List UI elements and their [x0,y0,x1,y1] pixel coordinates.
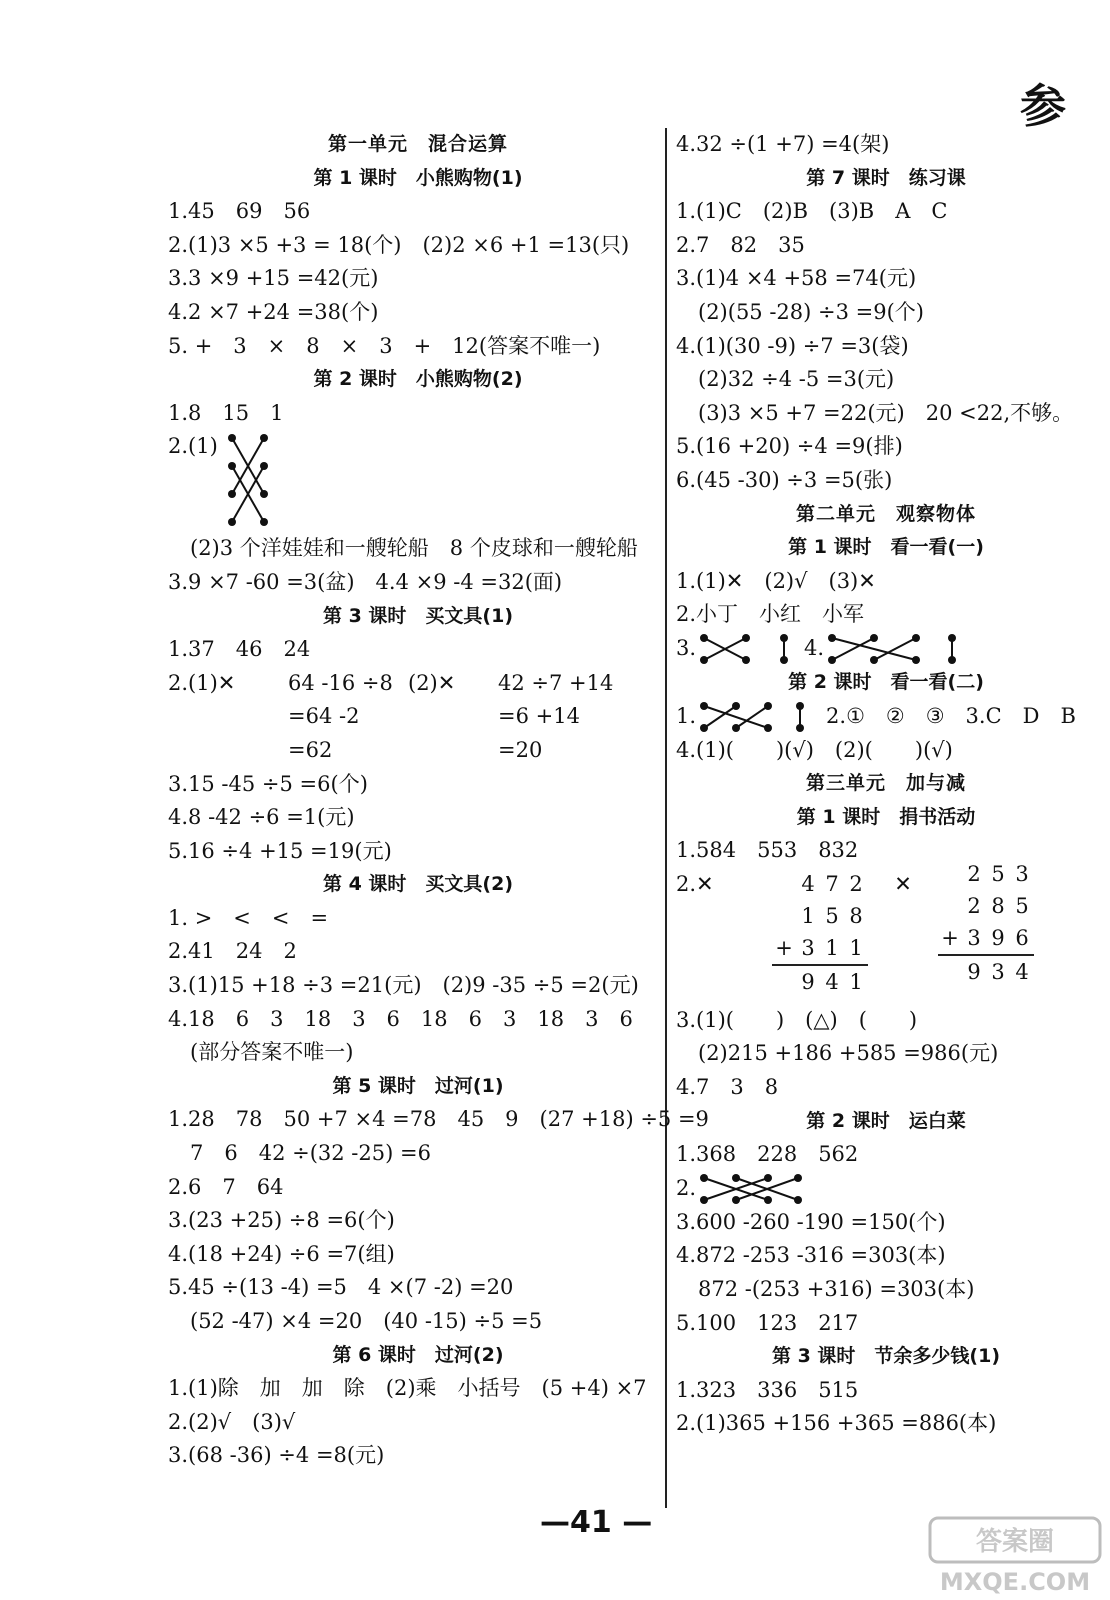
calc-answer [168,667,668,768]
digit [938,858,962,890]
digit: 9 [967,959,981,984]
answer-line: (52 -47) ×4 =20 (40 -15) ÷5 =5 [190,1309,543,1333]
corner-title: 参 [1020,79,1068,133]
answer-line: 4.(1)(30 -9) ÷7 =3(袋) [676,333,909,358]
digit: 4 [1015,959,1029,984]
answer-line: 2.6 7 64 [168,1174,284,1199]
digit: 8 [849,903,863,928]
vertical-calc [938,858,1034,988]
digit: 2 [967,893,981,918]
lesson-heading: 第 2 课时 运白菜 [806,1109,966,1132]
digit: 4 [825,969,839,994]
answer-line: 3.9 ×7 -60 =3(盆) 4.4 ×9 -4 =32(面) [168,569,563,594]
calc-step: =6 +14 [498,704,580,729]
answer-line: 1.(1)除 加 加 除 (2)乘 小括号 (5 +4) ×7 [168,1376,647,1401]
answer-line: 1.323 336 515 [676,1377,859,1402]
answer-line: 4.2 ×7 +24 =38(个) [168,299,379,324]
digit: 1 [849,935,863,960]
answer-line: (2)(55 -28) ÷3 =9(个) [698,299,924,324]
digit: 3 [991,959,1005,984]
answer-line: 2.(1)365 +156 +365 =886(本) [676,1411,997,1436]
calc-step: 64 -16 ÷8 [288,670,393,695]
answer-line: 7 6 42 ÷(32 -25) =6 [190,1141,431,1166]
digit: 5 [825,903,839,928]
svg-text:MXQE.COM: MXQE.COM [939,1568,1091,1596]
matching-diagram [222,430,282,530]
answer-line: 2.(2)√ (3)√ [168,1409,296,1434]
answer-line: 3. [676,635,697,660]
digit: 6 [1015,925,1029,950]
answer-line: 1.(1)✕ (2)√ (3)✕ [676,568,876,593]
answer-line: 1.45 69 56 [168,199,311,224]
answer-line: 1.(1)C (2)B (3)B A C [676,199,948,224]
page-number: —41 — [540,1505,653,1540]
answer-line: (2)215 +186 +585 =986(元) [698,1041,999,1066]
digit: + [941,925,959,950]
answer-line: 5.45 ÷(13 -4) =5 4 ×(7 -2) =20 [168,1275,514,1300]
answer-line: (2)3 个洋娃娃和一艘轮船 8 个皮球和一艘轮船 [190,536,638,561]
answer-line: 2.✕ [676,871,714,896]
digit: 9 [991,925,1005,950]
matching-diagram [696,700,816,734]
digit [938,890,962,922]
digit: 2 [849,871,863,896]
digit: 4 [801,871,815,896]
left-column [168,128,709,1473]
answer-line: 3.(1)15 +18 ÷3 =21(元) (2)9 -35 ÷5 =2(元) [168,973,639,998]
answer-line: (2)✕ [408,670,456,695]
answer-line: 4.(1)( )(√) (2)( )(√) [676,737,953,762]
lesson-heading: 第 6 课时 过河(2) [332,1343,504,1366]
digit: 3 [1015,861,1029,886]
matching-answer [676,700,1096,734]
calc-step: =62 [288,737,333,762]
answer-line: 4.872 -253 -316 =303(本) [676,1243,946,1268]
answer-line: ✕ [894,871,912,896]
lesson-heading: 第 5 课时 过河(1) [332,1074,504,1097]
answer-line: 3.600 -260 -190 =150(个) [676,1209,946,1234]
matching-answer [168,430,668,532]
answer-line: 2.(1)✕ [168,670,236,695]
answer-line: 3.15 -45 ÷5 =6(个) [168,771,368,796]
answer-line: 1.28 78 50 +7 ×4 =78 45 9 (27 +18) ÷5 =9 [168,1107,709,1132]
calc-step: 42 ÷7 +14 [498,670,614,695]
answer-line: 6.(45 -30) ÷3 =5(张) [676,467,893,492]
right-column [676,128,1096,1441]
lesson-heading: 第 2 课时 看一看(二) [788,670,984,693]
answer-line: (部分答案不唯一) [190,1040,354,1065]
answer-line: 1.37 46 24 [168,637,311,662]
answer-line: 5.16 ÷4 +15 =19(元) [168,838,392,863]
answer-line: (2)32 ÷4 -5 =3(元) [698,367,895,392]
digit: 1 [825,935,839,960]
matching-answer [676,632,1096,666]
lesson-heading: 第 1 课时 小熊购物(1) [313,166,523,189]
answer-line: 4.32 ÷(1 +7) =4(架) [676,132,890,156]
answer-line: 3.3 ×9 +15 =42(元) [168,266,379,291]
answer-line: 3.(68 -36) ÷4 =8(元) [168,1443,385,1468]
digit [938,956,962,988]
lesson-heading: 第 1 课时 看一看(一) [788,536,984,559]
digit: 1 [801,903,815,928]
calc-steps [288,667,408,768]
digit [772,868,796,900]
answer-line: 3.(23 +25) ÷8 =6(个) [168,1208,395,1233]
lesson-heading: 第 3 课时 买文具(1) [322,604,514,627]
answer-line: 2. [676,1175,697,1200]
answer-line: 5. + 3 × 8 × 3 + 12(答案不唯一) [168,333,601,358]
answer-line: 4.7 3 8 [676,1075,779,1100]
answer-line: 1. [676,703,697,728]
lesson-heading: 第 1 课时 捐书活动 [796,805,976,828]
watermark-logo [920,1510,1110,1600]
digit: 3 [967,925,981,950]
answer-line: 1.584 553 832 [676,838,859,863]
answer-line: 2.① ② ③ 3.C D B [826,703,1076,728]
digit: 8 [991,893,1005,918]
calc-step: =20 [498,737,543,762]
answer-line: 3.(1)( ) (△) ( ) [676,1007,918,1032]
matching-diagram [696,632,796,666]
lesson-heading: 第 2 课时 小熊购物(2) [313,368,523,391]
answer-line: 5.100 123 217 [676,1310,859,1335]
vertical-calc [772,868,868,998]
digit: 1 [849,969,863,994]
digit [772,966,796,998]
answer-line: 2.小丁 小红 小军 [676,602,865,627]
digit: 5 [991,861,1005,886]
unit-heading: 第一单元 混合运算 [327,133,508,155]
digit: 3 [801,935,815,960]
vertical-calc-answer [676,861,1096,1004]
digit: 7 [825,871,839,896]
answer-line: 4.(18 +24) ÷6 =7(组) [168,1241,395,1266]
lesson-heading: 第 4 课时 买文具(2) [322,873,514,896]
digit: 9 [801,969,815,994]
answer-line: (3)3 ×5 +7 =22(元) 20 <22,不够。 [698,400,1074,425]
svg-text:答案圈: 答案圈 [975,1527,1055,1557]
answer-line: 2.(1)3 ×5 +3 = 18(个) (2)2 ×6 +1 =13(只) [168,232,630,257]
matching-diagram [824,632,964,666]
digit [772,900,796,932]
matching-diagram [696,1172,806,1206]
answer-line: 2.41 24 2 [168,939,297,964]
answer-line: 4. [804,635,825,660]
answer-line: 872 -(253 +316) =303(本) [698,1277,975,1302]
digit: 2 [967,861,981,886]
answer-line: 2.7 82 35 [676,232,805,257]
answer-line: 1.8 15 1 [168,400,284,425]
calc-step: =64 -2 [288,704,360,729]
matching-answer [676,1172,1096,1206]
answer-line: 1. > < < = [168,905,329,930]
unit-heading: 第二单元 观察物体 [795,502,976,525]
answer-line: 4.18 6 3 18 3 6 18 6 3 18 3 6 [168,1006,633,1031]
answer-line: 5.(16 +20) ÷4 =9(排) [676,434,903,459]
calc-steps [498,667,613,768]
unit-heading: 第三单元 加与减 [805,772,966,795]
digit: 5 [1015,893,1029,918]
answer-line: 4.8 -42 ÷6 =1(元) [168,805,355,830]
lesson-heading: 第 7 课时 练习课 [806,166,966,189]
answer-line: 3.(1)4 ×4 +58 =74(元) [676,266,917,291]
answer-line: 2.(1) [168,434,218,459]
answer-line: 1.368 228 562 [676,1142,859,1167]
lesson-heading: 第 3 课时 节余多少钱(1) [771,1345,1001,1368]
digit: + [775,935,793,960]
